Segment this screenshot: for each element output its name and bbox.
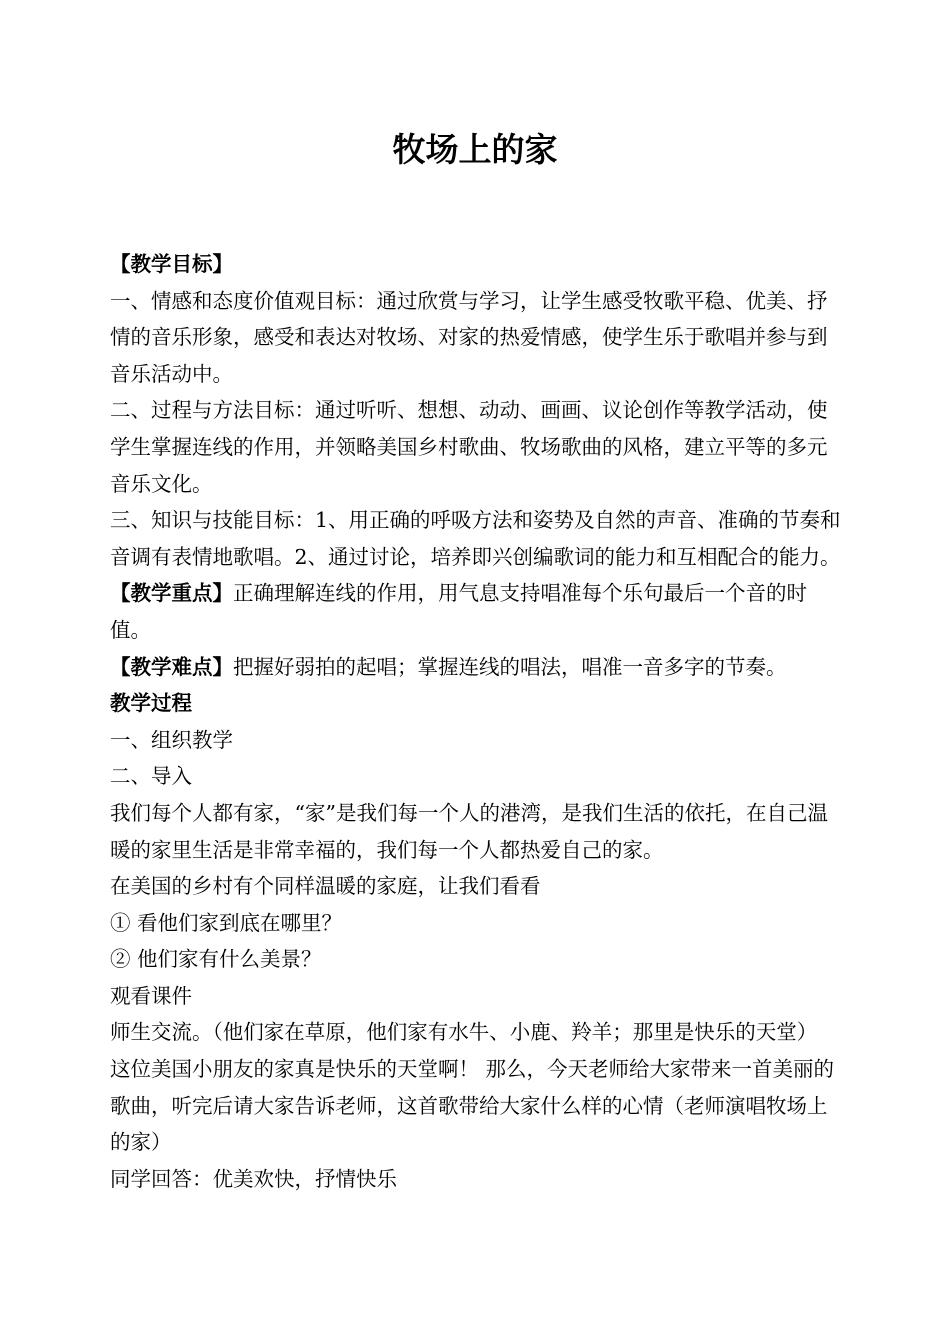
process-heading: 教学过程 bbox=[110, 691, 192, 716]
intro-paragraph: 我们每个人都有家，“家”是我们每一个人的港湾，是我们生活的依托，在自己温暖的家里生活是非常幸福的，我们每一个人都热爱自己的家。 bbox=[110, 800, 828, 862]
page-title: 牧场上的家 bbox=[392, 130, 558, 169]
objectives-heading: 【教学目标】 bbox=[110, 252, 233, 276]
step-organize: 一、组织教学 bbox=[110, 727, 233, 752]
song-introduction: 这位美国小朋友的家真是快乐的天堂啊！ 那么，今天老师给大家带来一首美丽的歌曲，听完后请大家告诉老师，这首歌带给大家什么样的心情（老师演唱牧场上的家） bbox=[110, 1057, 835, 1155]
student-answer: 同学回答：优美欢快，抒情快乐 bbox=[110, 1166, 397, 1191]
question-where: ① 看他们家到底在哪里？ bbox=[110, 910, 343, 935]
difficulty-text: 把握好弱拍的起唱；掌握连线的唱法，唱准一音多字的节奏。 bbox=[233, 654, 787, 679]
key-point-text: 正确理解连线的作用，用气息支持唱准每个乐句最后一个音的时值。 bbox=[110, 581, 807, 642]
document-body bbox=[110, 246, 845, 1197]
watch-courseware: 观看课件 bbox=[110, 983, 192, 1008]
key-point bbox=[110, 575, 845, 648]
teacher-student-exchange: 师生交流。（他们家在草原，他们家有水牛、小鹿、羚羊；那里是快乐的天堂） bbox=[110, 1020, 818, 1045]
intro-transition: 在美国的乡村有个同样温暖的家庭，让我们看看 bbox=[110, 874, 541, 899]
difficulty bbox=[110, 649, 845, 686]
difficulty-label: 【教学难点】 bbox=[110, 654, 233, 679]
step-intro: 二、导入 bbox=[110, 764, 192, 789]
objective-emotion: 一、情感和态度价值观目标：通过欣赏与学习，让学生感受牧歌平稳、优美、抒情的音乐形象，感受和表达对牧场、对家的热爱情感，使学生乐于歌唱并参与到音乐活动中。 bbox=[110, 288, 828, 386]
key-point-label: 【教学重点】 bbox=[110, 581, 233, 606]
objective-process: 二、过程与方法目标：通过听听、想想、动动、画画、议论创作等教学活动，使学生掌握连线的作用，并领略美国乡村歌曲、牧场歌曲的风格，建立平等的多元音乐文化。 bbox=[110, 398, 828, 496]
objective-skills: 三、知识与技能目标：1、用正确的呼吸方法和姿势及自然的声音、准确的节奏和音调有表情地歌唱。2、通过讨论，培养即兴创编歌词的能力和互相配合的能力。 bbox=[110, 508, 841, 569]
question-scenery: ② 他们家有什么美景？ bbox=[110, 947, 322, 972]
